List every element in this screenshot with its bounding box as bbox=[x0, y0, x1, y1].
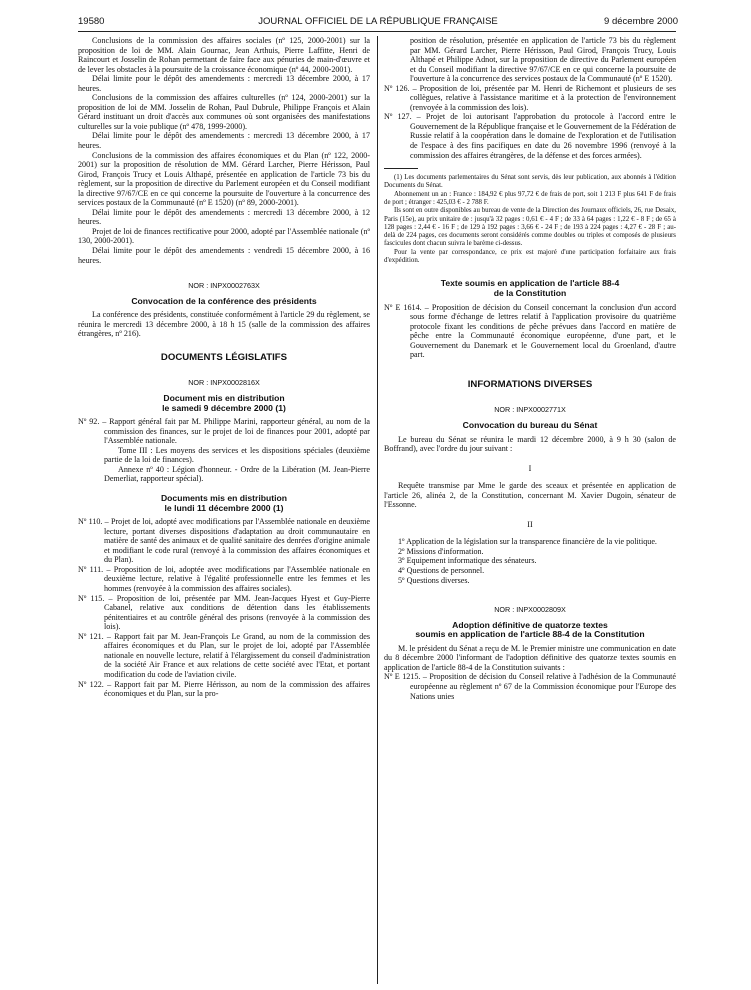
list-item: Nº 110. – Projet de loi, adopté avec modifications par l'Assemblée nationale en deuxième lecture, portant diverses dispositions d'adaptation au droit communautaire en matière de santé des animaux et de qualité sanitaire des denrées d'origine animale et modifiant le code rural (renvoyé à la commission des affaires économiques et du Plan). bbox=[78, 517, 370, 565]
page-header bbox=[78, 16, 678, 30]
list-item: Nº 126. – Proposition de loi, présentée par M. Henri de Richemont et plusieurs de ses collègues, relative à l'assistance maritime et à la protection de l'environnement (renvoyée à la commission des lois). bbox=[384, 83, 676, 112]
heading-line: Document mis en distribution bbox=[163, 393, 285, 403]
paragraph: Le bureau du Sénat se réunira le mardi 12 décembre 2000, à 9 h 30 (salon de Boffrand), avec l'ordre du jour suivant : bbox=[384, 434, 676, 454]
nor-reference: NOR : INPX0002809X bbox=[494, 605, 566, 615]
paragraph: Délai limite pour le dépôt des amendements : mercredi 13 décembre 2000, à 12 heures. bbox=[78, 207, 370, 227]
footnotes bbox=[384, 174, 676, 265]
heading-line: le lundi 11 décembre 2000 (1) bbox=[164, 502, 284, 513]
paragraph: Conclusions de la commission des affaires culturelles (nº 124, 2000-2001) sur la proposition de loi de MM. Josselin de Rohan, Paul Dubrule, Philippe François et Alain Gérard instituant un droit d'accès aux communes où sont organisées des manifestations culturelles sur la voie publique (nº 478, 1999-2000). bbox=[78, 93, 370, 131]
heading-line: Documents mis en distribution bbox=[160, 493, 288, 504]
paragraph: Délai limite pour le dépôt des amendements : vendredi 15 décembre 2000, à 16 heures. bbox=[78, 246, 370, 265]
paragraph: Annexe nº 40 : Légion d'honneur. - Ordre de la Libération (M. Jean-Pierre Demerliat, rapporteur spécial). bbox=[104, 464, 370, 484]
roman-numeral: II bbox=[527, 519, 533, 529]
agenda-item: 5º Questions diverses. bbox=[398, 575, 470, 585]
heading-line: Adoption définitive de quatorze textes bbox=[452, 619, 608, 630]
left-column bbox=[78, 36, 370, 699]
section-heading bbox=[384, 279, 676, 298]
paragraph: Délai limite pour le dépôt des amendements : mercredi 13 décembre 2000, à 17 heures. bbox=[78, 131, 370, 151]
heading-line: Texte soumis en application de l'article 88-4 bbox=[440, 278, 620, 289]
nor-reference: NOR : INPX0002763X bbox=[188, 281, 260, 291]
paragraph: La conférence des présidents, constituée conformément à l'article 29 du règlement, se réunira le mercredi 13 décembre 2000, à 18 h 15 (salle de la commission des affaires étrangères, nº 216). bbox=[78, 310, 370, 339]
journal-title: JOURNAL OFFICIEL DE LA RÉPUBLIQUE FRANÇAISE bbox=[258, 16, 498, 27]
roman-numeral: I bbox=[528, 463, 532, 473]
column-divider bbox=[377, 36, 378, 984]
list-item: Nº E 1215. – Proposition de décision du Conseil relative à l'adhésion de la Communauté européenne au règlement nº 67 de la Commission économique pour l'Europe des Nations unies bbox=[384, 672, 676, 701]
footnote: Pour la vente par correspondance, ce prix est majoré d'une participation forfaitaire aux frais d'expédition. bbox=[384, 248, 676, 265]
paragraph: Conclusions de la commission des affaires sociales (nº 125, 2000-2001) sur la proposition de loi de MM. Alain Gournac, Jean Arthuis, Pierre Laffitte, Henri de Raincourt et Josselin de Rohan permettant de faire face aux pénuries de main-d'œuvre et de lever les obstacles à la poursuite de la croissance économique (nº 44, 2000-2001). bbox=[78, 36, 370, 74]
issue-date: 9 décembre 2000 bbox=[604, 16, 678, 27]
agenda-item: 1º Application de la législation sur la transparence financière de la vie politique. bbox=[398, 537, 657, 547]
paragraph: Conclusions de la commission des affaires économiques et du Plan (nº 122, 2000-2001) sur la proposition de résolution de MM. Gérard Larcher, Pierre Hérisson, Paul Girod, François Trucy et Louis Althapé, présentée en application de l'article 73 bis du règlement, sur la proposition de directive du Parlement européen et du Conseil modifiant la directive 97/67/CE en ce qui concerne la poursuite de l'ouverture à la concurrence des services postaux de la Communauté (nº E 1520) (nº 89, 2000-2001). bbox=[78, 150, 370, 208]
footnote-separator bbox=[384, 168, 418, 169]
paragraph: Tome III : Les moyens des services et les dispositions spéciales (deuxième partie de la loi de finances). bbox=[104, 445, 370, 465]
footnote: Ils sont en outre disponibles au bureau de vente de la Direction des Journaux officiels, 26, rue Desaix, Paris (15e), au prix unitaire de : jusqu'à 32 pages : 0,61 € - 4 F ; de 33 à 64 pages : 1,22 € - 8 F ; de 65 à 128 pages : 2,44 € - 16 F ; de 129 à 192 pages : 3,66 € - 24 F ; de 193 à 224 pages : 4,27 € - 28 F ; au-delà de 224 pages, ces documents seront considérés comme doubles ou triples et composés de plusieurs fascicules dont chacun suivra le barème ci-dessus. bbox=[384, 207, 676, 248]
paragraph: Requête transmise par Mme le garde des sceaux et présentée en application de l'article 26, alinéa 2, de la Constitution, concernant M. Xavier Dugoin, sénateur de l'Essonne. bbox=[384, 481, 676, 510]
list-item: Nº 122. – Rapport fait par M. Pierre Hérisson, au nom de la commission des affaires économiques et du Plan, sur la pro- bbox=[78, 679, 370, 699]
list-item: Nº 111. – Proposition de loi, adoptée avec modifications par l'Assemblée nationale en deuxième lecture, relative à l'égalité professionnelle entre les femmes et les hommes (renvoyée à la commission des affaires sociales). bbox=[78, 564, 370, 594]
nor-reference: NOR : INPX0002771X bbox=[494, 405, 566, 415]
right-column bbox=[384, 36, 676, 701]
nor-reference: NOR : INPX0002816X bbox=[188, 378, 260, 388]
list-item: Nº 115. – Proposition de loi, présentée par MM. Jean-Jacques Hyest et Guy-Pierre Cabanel, relative aux conditions de détention dans les établissements pénitentiaires et au contrôle général des prisons (renvoyée à la commission des lois). bbox=[78, 593, 370, 632]
list-item: Nº E 1614. – Proposition de décision du Conseil concernant la conclusion d'un accord sous forme d'échange de lettres relatif à l'application provisoire du quatrième protocole fixant les conditions de pêche prévues dans l'accord en matière de pêche entre la Communauté économique européenne, d'une part, et le Gouvernement du Danemark et le Gouvernement local du Groenland, d'autre part. bbox=[384, 302, 676, 360]
list-item: Nº 127. – Projet de loi autorisant l'approbation du protocole à l'accord entre le Gouvernement de la République française et le Gouvernement de la Fédération de Russie relatif à la coopération dans le domaine de l'exploration et de l'utilisation de l'espace à des fins pacifiques en date du 26 novembre 1996 (renvoyé à la commission des affaires étrangères, de la défense et des forces armées). bbox=[384, 112, 676, 160]
section-title: DOCUMENTS LÉGISLATIFS bbox=[160, 351, 288, 363]
heading-line: le samedi 9 décembre 2000 (1) bbox=[162, 402, 286, 413]
agenda-item: 4º Questions de personnel. bbox=[398, 566, 485, 575]
heading-line: soumis en application de l'article 88-4 de la Constitution bbox=[415, 629, 645, 640]
section-heading: Convocation de la conférence des présidents bbox=[131, 295, 317, 306]
agenda-item: 2º Missions d'information. bbox=[398, 546, 484, 556]
section-title: INFORMATIONS DIVERSES bbox=[467, 378, 593, 390]
list-item: Nº 92. – Rapport général fait par M. Philippe Marini, rapporteur général, au nom de la commission des finances, sur le projet de loi de finances pour 2001, adopté par l'Assemblée nationale. bbox=[78, 417, 370, 446]
footnote: (1) Les documents parlementaires du Sénat sont servis, dès leur publication, aux abonnés à l'édition Documents du Sénat. bbox=[384, 174, 676, 190]
section-heading bbox=[78, 494, 370, 513]
header-rule bbox=[78, 31, 676, 32]
section-heading bbox=[384, 621, 676, 640]
paragraph: M. le président du Sénat a reçu de M. le Premier ministre une communication en date du 8 décembre 2000 l'informant de l'adoption définitive des quatorze textes soumis en application de l'article 88-4 de la Constitution suivants : bbox=[384, 643, 676, 672]
list-item: Nº 121. – Rapport fait par M. Jean-François Le Grand, au nom de la commission des affaires économiques et du Plan, sur le projet de loi, adopté par l'Assemblée nationale en nouvelle lecture, relatif à l'élargissement du conseil d'administration de la société Air France et aux relations de cette société avec l'Etat, et portant modification du code de l'aviation civile. bbox=[78, 631, 370, 679]
agenda-item: 3º Equipement informatique des sénateurs. bbox=[398, 556, 537, 566]
page-number: 19580 bbox=[78, 16, 105, 27]
paragraph: Projet de loi de finances rectificative pour 2000, adopté par l'Assemblée nationale (nº 130, 2000-2001). bbox=[78, 226, 370, 246]
section-heading: Convocation du bureau du Sénat bbox=[462, 419, 598, 430]
paragraph: Délai limite pour le dépôt des amendements : mercredi 13 décembre 2000, à 17 heures. bbox=[78, 74, 370, 93]
section-heading bbox=[78, 394, 370, 413]
footnote: Abonnement un an : France : 184,92 € plus 97,72 € de frais de port, soit 1 213 F plus 641 F de frais de port ; étranger : 425,03 € - 2 788 F. bbox=[384, 190, 676, 206]
paragraph: position de résolution, présentée en application de l'article 73 bis du règlement par MM. Gérard Larcher, Pierre Hérisson, Paul Girod, François Trucy, Louis Althapé et Philippe Adnot, sur la proposition de directive du Parlement européen et du Conseil modifiant la directive 97/67/CE en ce qui concerne la poursuite de l'ouverture à la concurrence des services postaux de la Communauté (nº E 1520). bbox=[410, 36, 676, 84]
heading-line: de la Constitution bbox=[493, 287, 567, 298]
